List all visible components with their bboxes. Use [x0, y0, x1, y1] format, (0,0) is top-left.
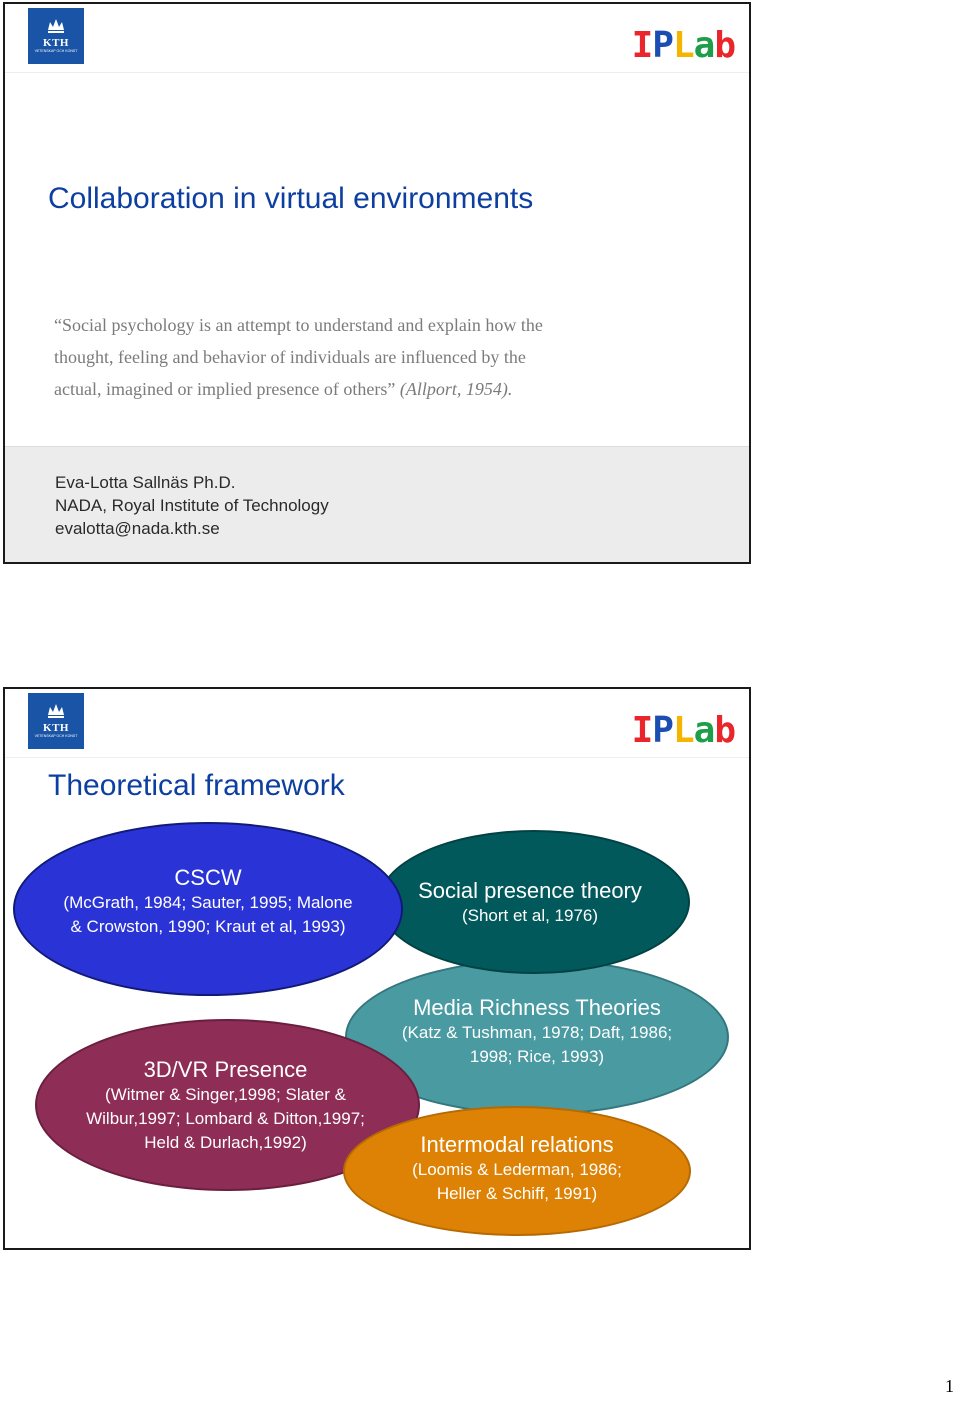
kth-logo-subtext: VETENSKAP OCH KONST: [34, 734, 78, 738]
ellipse-reference: (Loomis & Lederman, 1986;: [412, 1159, 622, 1179]
iplab-letter: L: [672, 710, 694, 751]
ellipse-heading: 3D/VR Presence: [143, 1056, 308, 1082]
ellipse-reference: 1998; Rice, 1993): [469, 1046, 605, 1066]
kth-logo-text: KTH: [43, 722, 69, 734]
quote-line: “Social psychology is an attempt to understand and explain how the: [54, 315, 543, 335]
iplab-letter: P: [652, 710, 673, 751]
iplab-letter: b: [714, 25, 735, 66]
quote-line: thought, feeling and behavior of individuals are influenced by the: [54, 347, 526, 367]
author-affiliation: NADA, Royal Institute of Technology: [55, 496, 329, 515]
ellipse-reference: & Crowston, 1990; Kraut et al, 1993): [70, 916, 346, 936]
author-box: [5, 446, 749, 562]
slide-title: Collaboration in virtual environments: [48, 182, 534, 215]
cscw-ellipse: [13, 822, 403, 996]
quote-line: actual, imagined or implied presence of others”: [54, 379, 396, 399]
slide-2: [3, 687, 751, 1250]
quote: [54, 309, 674, 405]
ellipse-heading: Social presence theory: [418, 877, 642, 903]
iplab-letter: I: [631, 710, 653, 751]
quote-line-last: [54, 373, 674, 405]
kth-logo-text: KTH: [43, 37, 69, 49]
ellipse-reference: Held & Durlach,1992): [144, 1132, 307, 1152]
iplab-logo: [631, 710, 735, 751]
kth-logo: [28, 8, 84, 64]
ellipse-reference: Wilbur,1997; Lombard & Ditton,1997;: [86, 1108, 365, 1128]
iplab-letter: a: [693, 25, 715, 66]
intermodal-ellipse: [343, 1106, 691, 1236]
kth-logo: [28, 693, 84, 749]
ellipse-reference: (Katz & Tushman, 1978; Daft, 1986;: [401, 1022, 673, 1042]
author-email[interactable]: evalotta@nada.kth.se: [55, 519, 220, 538]
quote-citation: (Allport, 1954).: [399, 379, 513, 399]
crown-icon: [28, 8, 84, 64]
iplab-letter: I: [631, 25, 653, 66]
iplab-letter: b: [714, 710, 735, 751]
header-divider: [5, 757, 749, 758]
ellipse-heading: Intermodal relations: [420, 1131, 614, 1157]
page-number: 1: [945, 1376, 954, 1396]
ellipse-reference: (Short et al, 1976): [461, 905, 599, 925]
ellipse-heading: Media Richness Theories: [413, 994, 661, 1020]
header-divider: [5, 72, 749, 73]
social-presence-ellipse: [378, 830, 690, 974]
kth-logo-subtext: VETENSKAP OCH KONST: [34, 49, 78, 53]
iplab-letter: P: [652, 25, 673, 66]
author-name: Eva-Lotta Sallnäs Ph.D.: [55, 473, 236, 492]
ellipse-heading: CSCW: [174, 864, 242, 890]
ellipse-reference: Heller & Schiff, 1991): [436, 1183, 598, 1203]
slide-1: [3, 2, 751, 564]
crown-icon: [28, 693, 84, 749]
slide-title: Theoretical framework: [48, 769, 345, 802]
ellipse-reference: (Witmer & Singer,1998; Slater &: [105, 1084, 346, 1104]
ellipse-reference: (McGrath, 1984; Sauter, 1995; Malone: [63, 892, 353, 912]
iplab-letter: a: [693, 710, 715, 751]
iplab-logo: [631, 25, 735, 66]
iplab-letter: L: [672, 25, 694, 66]
